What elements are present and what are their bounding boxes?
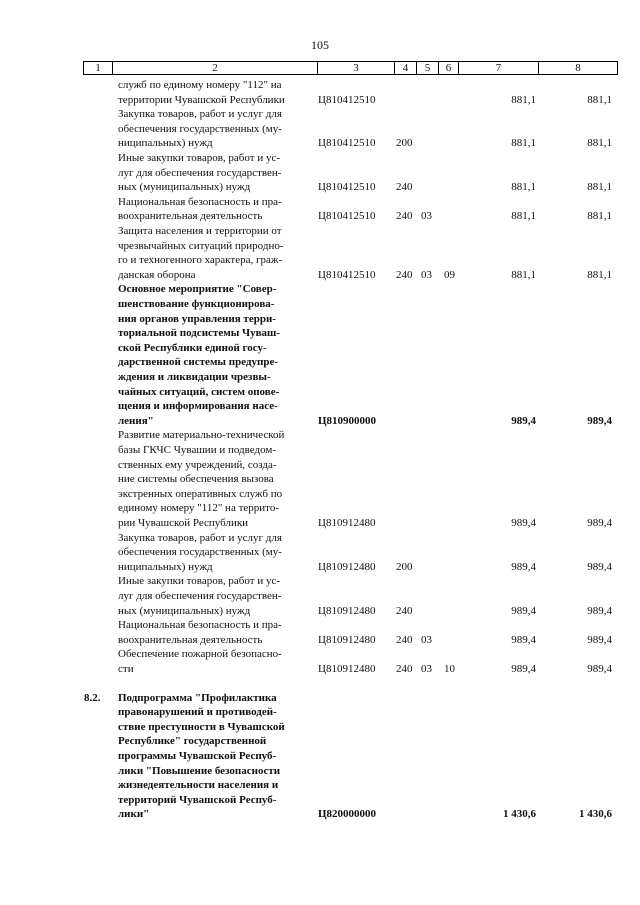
header-col-6: 6 (438, 62, 458, 74)
header-col-5: 5 (416, 62, 438, 74)
target-article-code: Ц810412510 (318, 181, 376, 194)
target-article-code: Ц820000000 (318, 808, 377, 821)
description-line: Закупка товаров, работ и услуг для (118, 531, 282, 544)
section-code: 03 (421, 268, 432, 281)
expense-type: 240 (396, 181, 413, 194)
description-line: щения и информирования насе- (118, 400, 278, 413)
section-code: 03 (421, 210, 432, 223)
subsection-code: 10 (444, 662, 455, 675)
header-col-8: 8 (538, 62, 617, 74)
table-row (0, 224, 640, 282)
description-line: ствие преступности в Чувашской (118, 720, 285, 733)
section-code: 03 (421, 633, 432, 646)
description-line: ниципальных) нужд (118, 560, 213, 573)
amount-year-2: 881,1 (587, 268, 612, 281)
amount-year-2: 989,4 (587, 633, 612, 646)
description-line: дарственной системы предупре- (118, 356, 279, 369)
description-line: ния органов управления терри- (118, 312, 276, 325)
table-row (0, 107, 640, 151)
target-article-code: Ц810912480 (318, 662, 376, 675)
description-line: ждения и ликвидации чрезвы- (118, 370, 271, 383)
table-row (0, 531, 640, 575)
table-row (0, 78, 640, 107)
description-line: ние системы обеспечения вызова (118, 473, 274, 486)
header-col-2: 2 (112, 62, 317, 74)
target-article-code: Ц810912480 (318, 516, 376, 529)
amount-year-1: 881,1 (511, 181, 536, 194)
description-line: ториальной подсистемы Чуваш- (118, 327, 280, 340)
description-line: Развитие материально-технической (118, 429, 285, 442)
amount-year-1: 881,1 (511, 93, 536, 106)
description-line: данская оборона (118, 268, 196, 281)
description-line: Национальная безопасность и пра- (118, 195, 282, 208)
description-line: правонарушений и противодей- (118, 706, 277, 719)
page-number: 105 (311, 38, 329, 52)
description-line: территории Чувашской Республики (118, 93, 285, 106)
expense-type: 200 (396, 137, 413, 150)
target-article-code: Ц810912480 (318, 560, 376, 573)
amount-year-2: 881,1 (587, 93, 612, 106)
table-header (83, 61, 618, 75)
subsection-code: 09 (444, 268, 455, 281)
description-line: воохранительная деятельность (118, 210, 263, 223)
description-line: рии Чувашской Республики (118, 516, 249, 529)
amount-year-2: 881,1 (587, 210, 612, 223)
description-line: ных (муниципальных) нужд (118, 604, 251, 617)
description-line: ления" (118, 414, 154, 427)
expense-type: 240 (396, 633, 413, 646)
description-line: единому номеру "112" на террито- (118, 502, 279, 515)
row-number: 8.2. (84, 691, 101, 704)
expense-type: 240 (396, 210, 413, 223)
description-line: ниципальных) нужд (118, 137, 213, 150)
amount-year-2: 989,4 (587, 662, 612, 675)
description-line: Республике" государственной (118, 735, 267, 748)
target-article-code: Ц810912480 (318, 633, 376, 646)
header-col-1: 1 (95, 62, 101, 74)
description-line: сти (118, 662, 134, 675)
amount-year-2: 989,4 (587, 414, 612, 427)
table-row (0, 691, 640, 822)
table-row (0, 428, 640, 530)
amount-year-2: 881,1 (587, 181, 612, 194)
amount-year-1: 1 430,6 (503, 808, 536, 821)
target-article-code: Ц810412510 (318, 210, 376, 223)
amount-year-1: 989,4 (511, 604, 536, 617)
header-col-4: 4 (394, 62, 416, 74)
description-line: Обеспечение пожарной безопасно- (118, 648, 282, 661)
expense-type: 240 (396, 662, 413, 675)
target-article-code: Ц810412510 (318, 137, 376, 150)
row-description (118, 618, 314, 647)
table-row (0, 195, 640, 224)
header-col-3: 3 (317, 62, 394, 74)
row-description (118, 647, 314, 676)
row-description (118, 224, 314, 282)
amount-year-2: 989,4 (587, 516, 612, 529)
target-article-code: Ц810412510 (318, 268, 376, 281)
description-line: территорий Чувашской Респуб- (118, 793, 277, 806)
description-line: Иные закупки товаров, работ и ус- (118, 152, 280, 164)
expense-type: 240 (396, 604, 413, 617)
target-article-code: Ц810412510 (318, 93, 376, 106)
description-line: ской Республики единой госу- (118, 341, 267, 354)
description-line: жизнедеятельности населения и (118, 779, 279, 792)
description-line: базы ГКЧС Чувашии и подведом- (118, 443, 277, 456)
amount-year-2: 1 430,6 (579, 808, 612, 821)
description-line: Закупка товаров, работ и услуг для (118, 108, 282, 121)
row-description (118, 428, 314, 530)
description-line: Иные закупки товаров, работ и ус- (118, 575, 280, 588)
expense-type: 200 (396, 560, 413, 573)
table-row (0, 151, 640, 195)
description-line: луг для обеспечения государствен- (118, 166, 282, 179)
description-line: Основное мероприятие "Совер- (118, 283, 277, 296)
description-line: луг для обеспечения государствен- (118, 589, 282, 602)
description-line: Подпрограмма "Профилактика (118, 691, 277, 704)
row-description (118, 78, 314, 107)
description-line: ственных ему учреждений, созда- (118, 458, 277, 471)
row-description (118, 574, 314, 618)
amount-year-1: 881,1 (511, 268, 536, 281)
description-line: обеспечения государственных (му- (118, 122, 282, 135)
amount-year-1: 989,4 (511, 662, 536, 675)
row-description (118, 691, 314, 822)
description-line: программы Чувашской Респуб- (118, 749, 277, 762)
amount-year-1: 881,1 (511, 210, 536, 223)
amount-year-1: 989,4 (511, 560, 536, 573)
target-article-code: Ц810900000 (318, 414, 377, 427)
amount-year-1: 989,4 (511, 516, 536, 529)
section-code: 03 (421, 662, 432, 675)
row-description (118, 282, 314, 428)
amount-year-2: 989,4 (587, 560, 612, 573)
row-description (118, 195, 314, 224)
amount-year-1: 989,4 (511, 633, 536, 646)
description-line: чрезвычайных ситуаций природно- (118, 239, 284, 252)
amount-year-2: 989,4 (587, 604, 612, 617)
description-line: воохранительная деятельность (118, 633, 263, 646)
target-article-code: Ц810912480 (318, 604, 376, 617)
description-line: лики" (118, 808, 150, 821)
row-description (118, 107, 314, 151)
amount-year-1: 881,1 (511, 137, 536, 150)
table-row (0, 647, 640, 676)
table-row (0, 282, 640, 428)
description-line: го и техногенного характера, граж- (118, 254, 283, 267)
amount-year-1: 989,4 (511, 414, 536, 427)
description-line: Национальная безопасность и пра- (118, 619, 282, 632)
amount-year-2: 881,1 (587, 137, 612, 150)
expense-type: 240 (396, 268, 413, 281)
header-col-7: 7 (458, 62, 538, 74)
description-line: чайных ситуаций, систем опове- (118, 385, 280, 398)
row-description (118, 531, 314, 575)
table-row (0, 574, 640, 618)
description-line: шенствование функционирова- (118, 297, 275, 310)
row-description (118, 151, 314, 195)
description-line: Защита населения и территории от (118, 225, 282, 237)
description-line: обеспечения государственных (му- (118, 546, 282, 559)
description-line: экстренных оперативных служб по (118, 487, 283, 500)
description-line: ных (муниципальных) нужд (118, 181, 251, 194)
description-line: лики "Повышение безопасности (118, 764, 281, 777)
description-line: служб по единому номеру "112" на (118, 79, 282, 91)
table-row (0, 618, 640, 647)
